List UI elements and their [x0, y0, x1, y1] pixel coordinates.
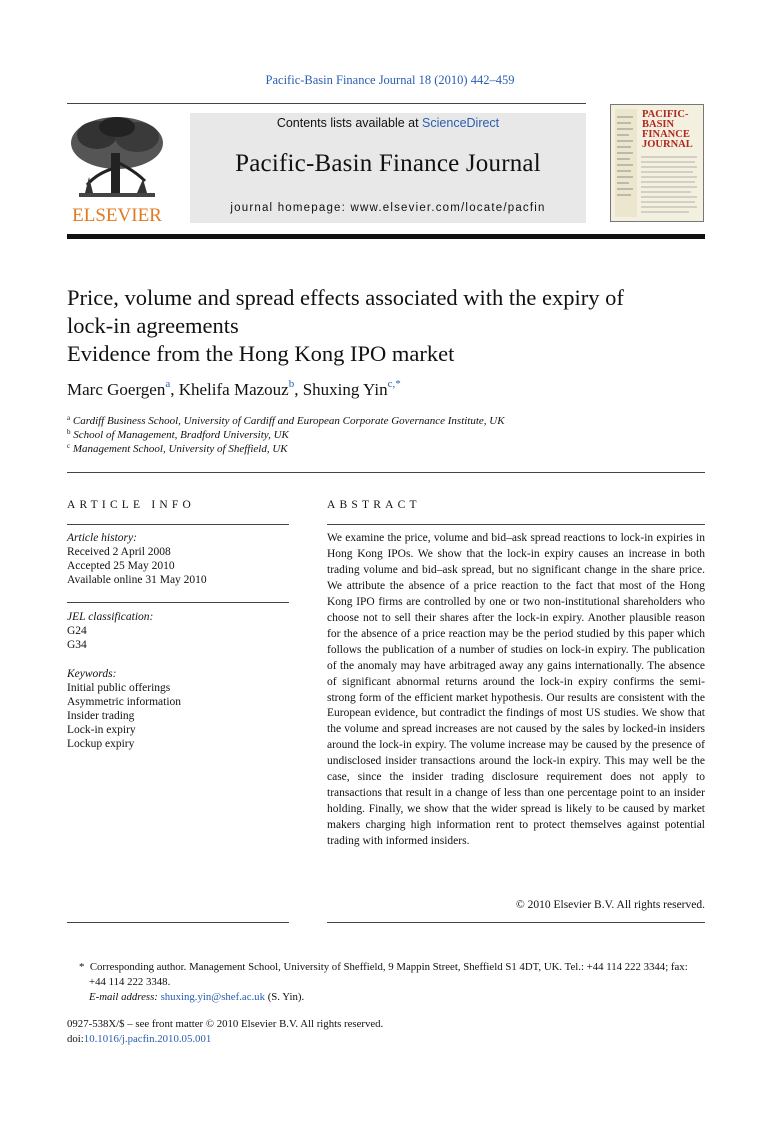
header-bottom-rule — [67, 234, 705, 239]
history-received: Received 2 April 2008 — [67, 546, 171, 558]
article-subtitle: Evidence from the Hong Kong IPO market — [67, 341, 455, 366]
email-line — [67, 990, 707, 1005]
doi-line — [67, 1032, 707, 1047]
article-title — [67, 284, 717, 368]
corresponding-author-footnote — [67, 960, 707, 1005]
jel-code: G24 — [67, 625, 87, 637]
homepage-prefix: journal homepage: — [230, 202, 351, 214]
cover-title-line: BASIN — [642, 119, 675, 130]
history-accepted: Accepted 25 May 2010 — [67, 560, 175, 572]
keyword: Initial public offerings — [67, 682, 171, 694]
affiliation — [67, 429, 707, 441]
affiliation-text: School of Management, Bradford University, UK — [73, 429, 289, 441]
elsevier-logo — [67, 113, 167, 225]
affiliation — [67, 415, 707, 427]
cover-title — [642, 110, 702, 150]
title-line: lock-in agreements — [67, 313, 239, 338]
title-line: Price, volume and spread effects associated with the expiry of — [67, 285, 624, 310]
keyword: Asymmetric information — [67, 696, 182, 708]
abstract-rule — [327, 922, 705, 923]
author-name: Marc Goergen — [67, 380, 166, 399]
affiliation-text: Management School, University of Sheffield, UK — [72, 443, 288, 455]
doi-link[interactable]: 10.1016/j.pacfin.2010.05.001 — [83, 1033, 212, 1045]
email-label: E-mail address: — [89, 991, 158, 1003]
cover-title-line: JOURNAL — [642, 139, 693, 150]
journal-homepage — [190, 202, 586, 214]
article-info-heading: ARTICLE INFO — [67, 499, 195, 511]
doi-label: doi: — [67, 1033, 84, 1045]
abstract-rule — [327, 524, 705, 525]
cover-title-line: FINANCE — [642, 129, 690, 140]
elsevier-tree-icon — [67, 113, 167, 225]
affiliation-mark: b — [67, 428, 71, 436]
contents-prefix: Contents lists available at — [276, 116, 423, 130]
author-affiliation-mark[interactable]: b — [288, 378, 295, 390]
affiliation-text: Cardiff Business School, University of Cardiff and European Corporate Governance Institute, UK — [72, 415, 505, 427]
jel-code: G34 — [67, 639, 87, 651]
contents-availability — [190, 116, 586, 130]
footnote-mark: * — [79, 961, 85, 973]
affiliation-mark: a — [67, 414, 71, 422]
author-affiliation-mark[interactable]: c,* — [387, 378, 401, 390]
affiliation-mark: c — [67, 442, 71, 450]
author-list: Marc Goergen$^a$, Khelifa Mazouz$^b$, Shuxing Yin$^{c,*}$ — [67, 378, 401, 399]
author-affiliation-mark[interactable]: a — [165, 378, 171, 390]
cover-title-line: PACIFIC- — [642, 109, 689, 120]
keywords-label: Keywords: — [67, 668, 117, 680]
affiliation — [67, 443, 707, 455]
jel-label: JEL classification: — [67, 611, 154, 623]
abstract-heading: ABSTRACT — [327, 499, 421, 511]
journal-name: Pacific-Basin Finance Journal — [235, 150, 541, 177]
keyword: Insider trading — [67, 710, 135, 722]
section-rule — [67, 472, 705, 473]
email-link[interactable]: shuxing.yin@shef.ac.uk — [160, 991, 265, 1003]
article-info-rule — [67, 524, 289, 525]
elsevier-wordmark: ELSEVIER — [72, 205, 162, 225]
header-top-rule — [67, 103, 586, 104]
keyword: Lock-in expiry — [67, 724, 136, 736]
homepage-url[interactable]: www.elsevier.com/locate/pacfin — [350, 202, 546, 214]
issn-line: 0927-538X/$ – see front matter © 2010 Elsevier B.V. All rights reserved. — [67, 1018, 384, 1030]
article-info-rule — [67, 922, 289, 923]
abstract-copyright: © 2010 Elsevier B.V. All rights reserved. — [516, 899, 705, 911]
corresponding-text: Corresponding author. Management School, University of Sheffield, 9 Mappin Street, Sheffield S1 4DT, UK. Tel.: +44 114 222 3344; fax: +44 114 222 3348. — [89, 961, 688, 988]
abstract-text: We examine the price, volume and bid–ask spread reactions to lock-in expiries in Hong Kong IPOs. We show that the lock-in expiry causes an increase in both trading volume and bid–ask spread, but no significant change in the share price. We attribute the absence of a price reaction to the fact that most of the Hong Kong IPO firms are controlled by one or two non-institutional shareholders who choose not to sell their shares after the lock-in expiry. Another plausible reason for the absence of a price reaction may be the period studied by this paper which follows the publication of a number of studies on lock-in expiry. The publication of the anomaly may have arbitraged away any gains internationally. The absence of significant abnormal returns around the lock-in expiry confirms the semi-strong form of the efficient market hypothesis. Our results are consistent with the European evidence, but contradict the findings of most US studies. We show that the volume and spread increases are not caused by the sales by locked-in insiders around the lock-in expiry. The volume increase may be caused by the presence of undisclosed insider transactions around the lock-in expiry. This may well be the case, since the insider trading disclosure requirement does not apply to transactions that result in a change of less than one percentage point to an insider holding. Finally, we show that the wider spread is likely to be caused by market makers charging high information rent to protect themselves against potential trading with informed insiders. — [327, 532, 705, 848]
author-name: Khelifa Mazouz — [178, 380, 289, 399]
author-name: Shuxing Yin — [302, 380, 388, 399]
email-suffix: (S. Yin). — [267, 991, 305, 1003]
corresponding-note — [67, 960, 707, 990]
history-online: Available online 31 May 2010 — [67, 574, 207, 586]
keyword: Lockup expiry — [67, 738, 135, 750]
publication-info — [67, 1017, 707, 1047]
sciencedirect-link[interactable]: ScienceDirect — [422, 116, 500, 130]
journal-citation[interactable]: Pacific-Basin Finance Journal 18 (2010) 442–459 — [265, 73, 515, 87]
history-label: Article history: — [67, 532, 137, 544]
article-info-rule — [67, 602, 289, 603]
